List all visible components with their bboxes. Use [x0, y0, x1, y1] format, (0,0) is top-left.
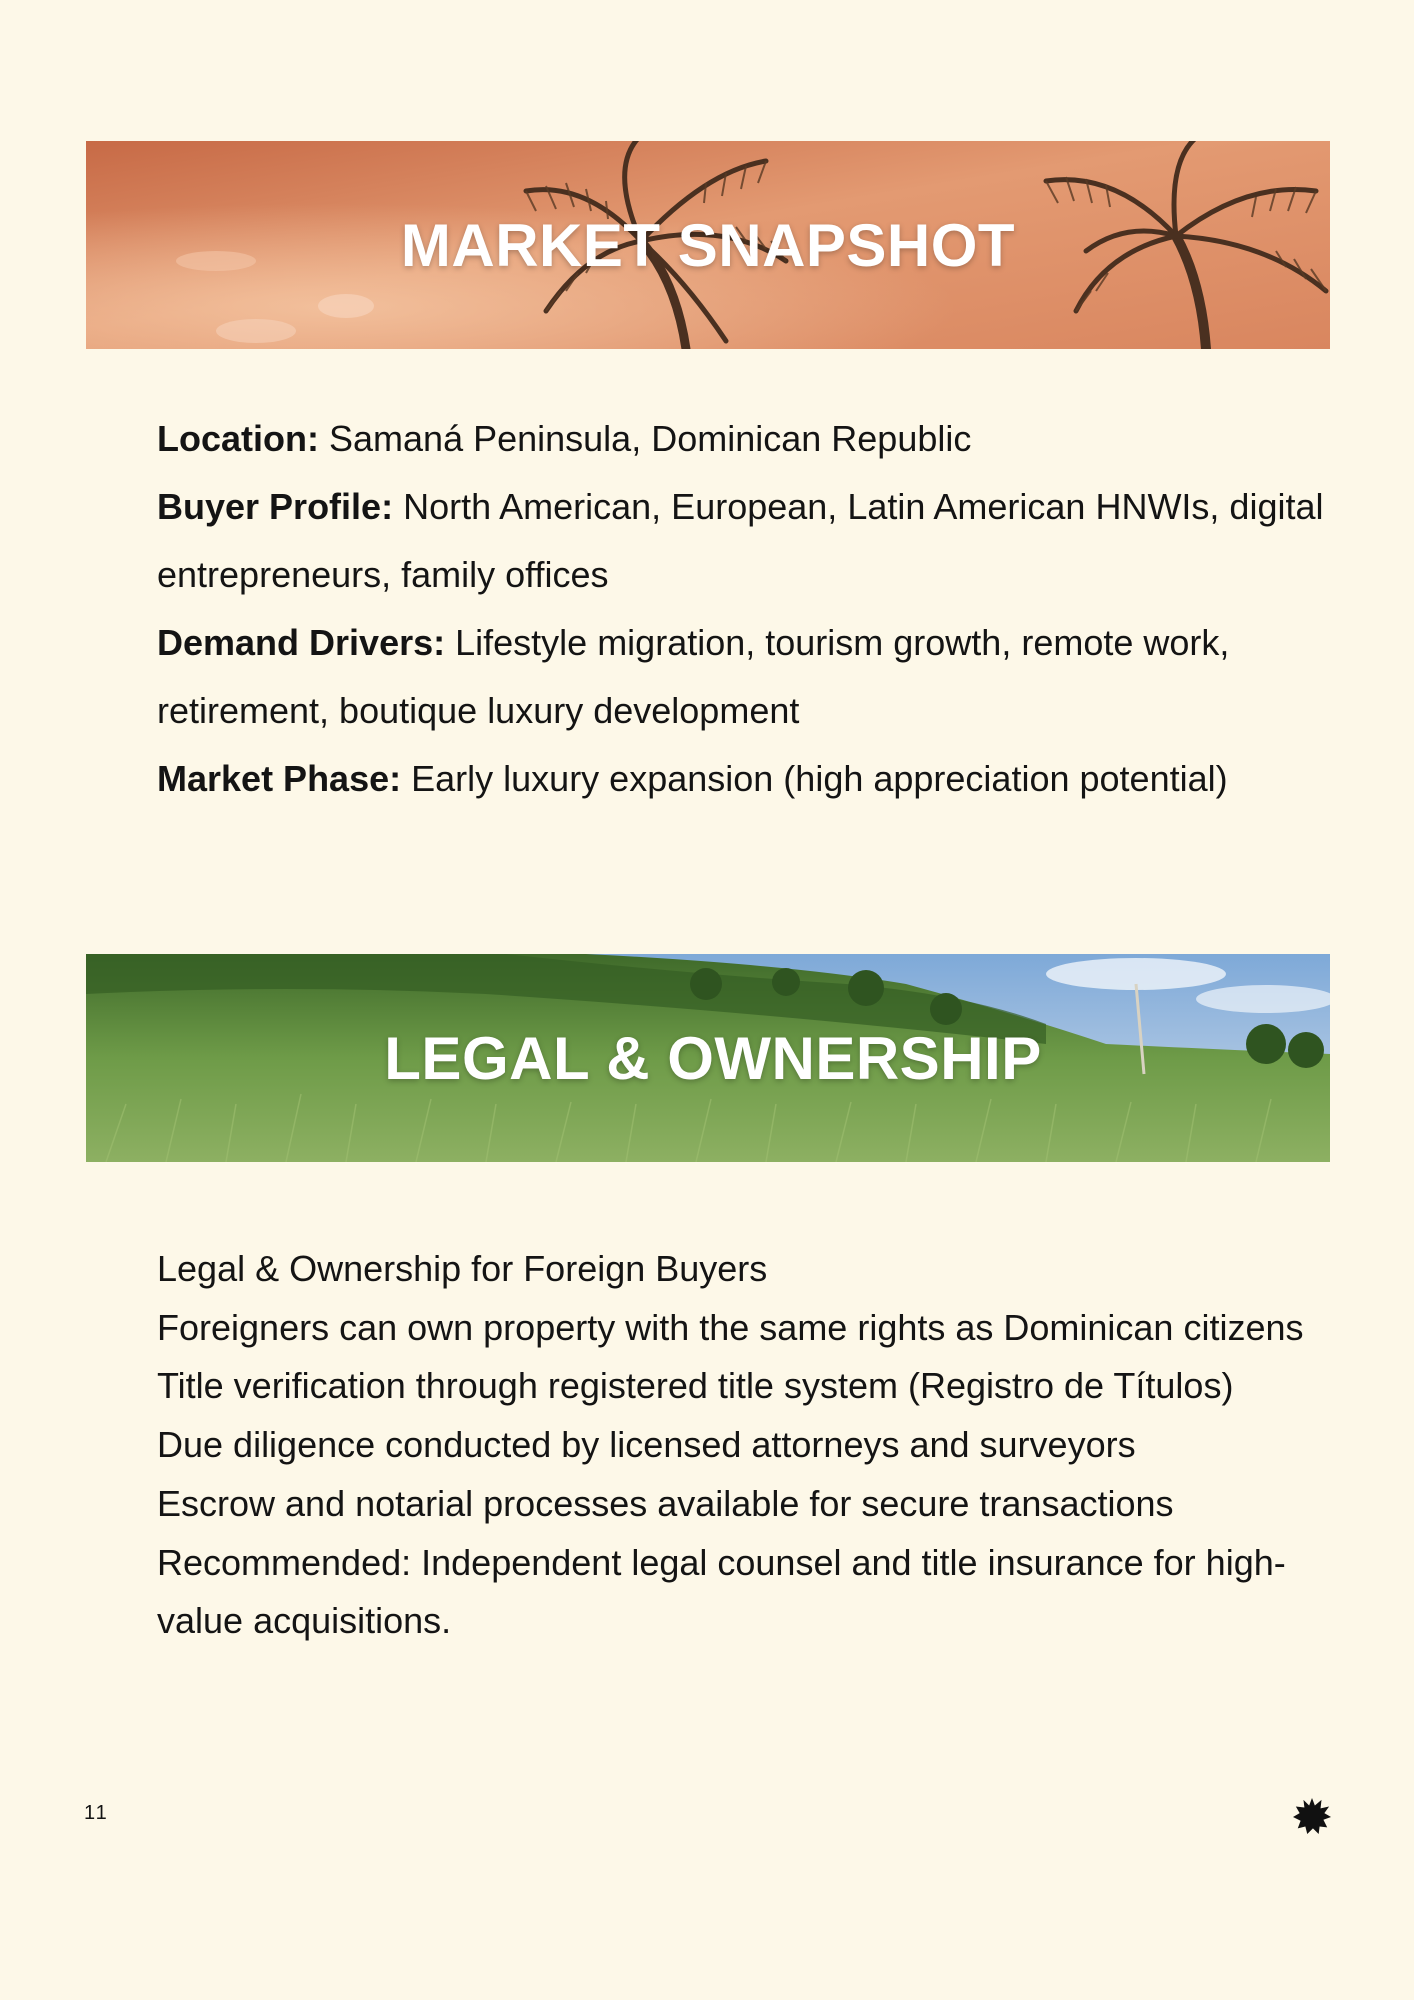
demand-drivers-label: Demand Drivers:: [157, 622, 446, 663]
buyer-profile-label: Buyer Profile:: [157, 486, 394, 527]
legal-line: Title verification through registered title system (Registro de Títulos): [157, 1365, 1234, 1407]
market-snapshot-title: MARKET SNAPSHOT: [400, 211, 1016, 279]
market-phase-value: Early luxury expansion (high appreciation potential): [411, 758, 1228, 799]
location-row: [157, 405, 1327, 473]
demand-drivers-row: [157, 609, 1327, 745]
buyer-profile-row: [157, 473, 1327, 609]
legal-line: Recommended: Independent legal counsel and title insurance for high-value acquisitions.: [157, 1541, 1286, 1642]
location-value: Samaná Peninsula, Dominican Republic: [329, 418, 972, 459]
legal-line: Due diligence conducted by licensed attorneys and surveyors: [157, 1424, 1136, 1466]
burst-icon: [1293, 1797, 1331, 1835]
location-label: Location:: [157, 418, 319, 459]
legal-line: Legal & Ownership for Foreign Buyers: [157, 1248, 768, 1289]
legal-line: Escrow and notarial processes available for secure transactions: [157, 1482, 1174, 1524]
buyer-profile-value: North American, European, Latin American HNWIs, digital entrepreneurs, family offices: [157, 486, 1324, 595]
market-phase-row: [157, 745, 1327, 813]
demand-drivers-value: Lifestyle migration, tourism growth, remote work, retirement, boutique luxury development: [157, 622, 1230, 731]
page-number: 11: [84, 1802, 109, 1824]
market-snapshot-details: [157, 405, 1327, 813]
legal-ownership-title: LEGAL & OWNERSHIP: [384, 1024, 1042, 1092]
legal-ownership-banner: [86, 954, 1330, 1162]
legal-ownership-details: [157, 1240, 1327, 1651]
market-phase-label: Market Phase:: [157, 758, 402, 799]
market-snapshot-banner: [86, 141, 1330, 349]
legal-line: Foreigners can own property with the same rights as Dominican citizens: [157, 1306, 1304, 1348]
